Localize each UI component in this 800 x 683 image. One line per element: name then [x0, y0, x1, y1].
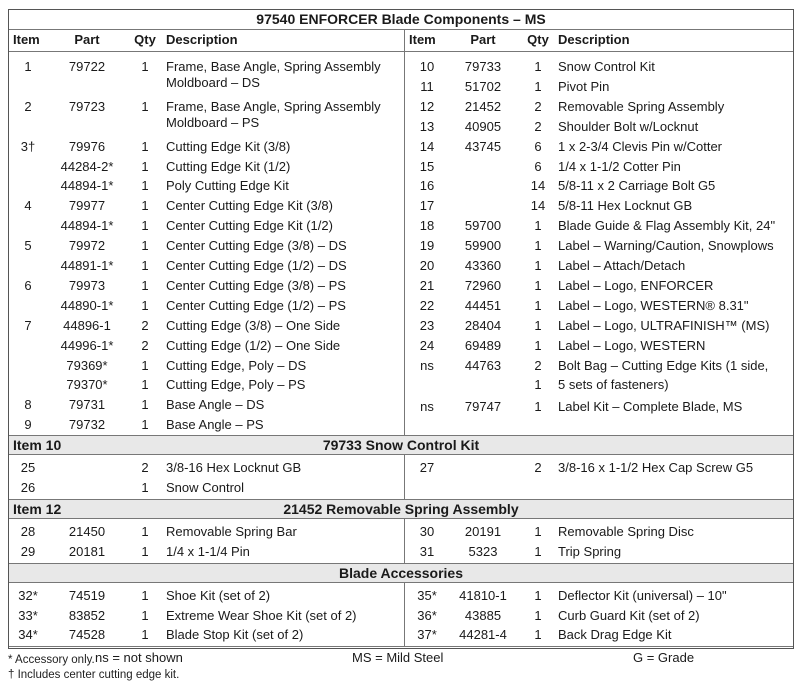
quantity: 1 [141, 607, 149, 623]
part-number: 43745 [464, 138, 502, 154]
item-number: 32* [18, 587, 38, 603]
quantity: 1 [534, 78, 542, 94]
quantity: 2 [141, 317, 149, 333]
description: 3/8-16 Hex Locknut GB [166, 460, 302, 475]
description: 5/8-11 Hex Locknut GB [558, 198, 693, 214]
column-header-qty: Qty [134, 32, 156, 47]
quantity: 1 [534, 627, 542, 643]
quantity: 1 [141, 297, 149, 313]
quantity: 2 [534, 357, 542, 373]
table-title: 97540 ENFORCER Blade Components – MS [9, 10, 793, 30]
quantity: 2 [141, 337, 149, 353]
item-number: 9 [24, 417, 32, 433]
quantity: 1 [534, 218, 542, 234]
description: Label – Logo, WESTERN [558, 337, 706, 353]
part-number: 40905 [464, 118, 502, 134]
section-title: 79733 Snow Control Kit [322, 437, 480, 453]
item-number: 6 [24, 277, 32, 293]
quantity: 1 [141, 397, 149, 413]
header-divider [9, 51, 793, 52]
quantity: 6 [534, 138, 542, 154]
description: Base Angle – PS [166, 417, 264, 433]
item-number: 16 [419, 178, 435, 194]
description: Center Cutting Edge (3/8) – DS [166, 238, 347, 254]
column-header-item: Item [13, 32, 40, 47]
part-number: 79747 [464, 399, 502, 415]
item-number: ns [420, 357, 434, 373]
quantity: 6 [534, 158, 542, 174]
part-number: 79973 [68, 277, 106, 293]
section-item-ref: Item 10 [13, 437, 62, 453]
part-number: 21450 [68, 523, 106, 539]
column-divider [404, 519, 405, 563]
section-header [9, 499, 793, 519]
column-header-description: Description [558, 32, 630, 47]
part-number: 5323 [468, 543, 498, 559]
quantity: 14 [530, 198, 546, 214]
description: Snow Control [166, 479, 245, 495]
part-number: 51702 [464, 78, 502, 94]
description: 3/8-16 x 1-1/2 Hex Cap Screw G5 [558, 460, 754, 475]
legend-g: G = Grade [633, 650, 695, 666]
part-number: 28404 [464, 317, 502, 333]
item-number: 7 [24, 317, 32, 333]
part-number: 79972 [68, 238, 106, 254]
description: Frame, Base Angle, Spring Assembly [166, 59, 381, 74]
column-divider [404, 455, 405, 499]
quantity: 1 [141, 277, 149, 293]
quantity: 1 [534, 337, 542, 353]
quantity: 1 [141, 198, 149, 214]
item-number: 23 [419, 317, 435, 333]
part-number: 21452 [464, 98, 502, 114]
column-header-part: Part [74, 32, 100, 47]
part-number: 59900 [464, 238, 502, 254]
description: Blade Guide & Flag Assembly Kit, 24" [558, 218, 776, 234]
item-number: 28 [20, 523, 36, 539]
description: Extreme Wear Shoe Kit (set of 2) [166, 607, 357, 623]
footnote: * Accessory only. [8, 654, 95, 666]
part-number: 79977 [68, 198, 106, 214]
description: Cutting Edge, Poly – PS [166, 377, 306, 393]
item-number: 2 [24, 98, 32, 114]
part-number: 74528 [68, 627, 106, 643]
description: Frame, Base Angle, Spring Assembly [166, 98, 381, 114]
quantity: 1 [141, 178, 149, 194]
part-number: 44894-1* [60, 218, 114, 234]
description: Snow Control Kit [558, 59, 655, 74]
description: Base Angle – DS [166, 397, 265, 413]
description: Label – Attach/Detach [558, 258, 686, 273]
quantity: 1 [534, 523, 542, 539]
part-number: 79722 [68, 59, 106, 74]
quantity: 1 [141, 59, 149, 74]
description: Bolt Bag – Cutting Edge Kits (1 side, [558, 357, 769, 373]
description: Label – Logo, ENFORCER [558, 277, 714, 293]
description: Label – Logo, WESTERN® 8.31" [558, 297, 749, 313]
item-number: 12 [419, 98, 435, 114]
quantity: 1 [534, 399, 542, 415]
item-number: 5 [24, 238, 32, 254]
part-number: 74519 [68, 587, 106, 603]
quantity: 1 [141, 523, 149, 539]
part-number: 43885 [464, 607, 502, 623]
part-number: 20191 [464, 523, 502, 539]
description: Cutting Edge Kit (1/2) [166, 158, 291, 174]
description: Cutting Edge (3/8) – One Side [166, 317, 341, 333]
part-number: 72960 [464, 277, 502, 293]
part-number: 44763 [464, 357, 502, 373]
quantity: 2 [534, 98, 542, 114]
item-number: 17 [419, 198, 435, 214]
quantity: 1 [141, 218, 149, 234]
section-item-ref: Item 12 [13, 500, 62, 517]
part-number: 44284-2* [60, 158, 114, 174]
description: Pivot Pin [558, 78, 610, 94]
part-number: 20181 [68, 543, 106, 559]
quantity: 1 [534, 317, 542, 333]
quantity: 1 [534, 587, 542, 603]
description-line-2: Moldboard – DS [166, 75, 260, 90]
part-number: 59700 [464, 218, 502, 234]
part-number: 44890-1* [60, 297, 114, 313]
item-number: 15 [419, 158, 435, 174]
item-number: 18 [419, 218, 435, 234]
quantity: 1 [141, 479, 149, 495]
quantity: 2 [141, 460, 149, 475]
quantity: 14 [530, 178, 546, 194]
part-number: 79370* [66, 377, 108, 393]
description: Center Cutting Edge (3/8) – PS [166, 277, 346, 293]
legend-ns: ns = not shown [95, 650, 183, 666]
quantity: 1 [141, 98, 149, 114]
item-number: 37* [417, 627, 437, 643]
part-number: 79976 [68, 138, 106, 154]
part-number: 79723 [68, 98, 106, 114]
column-header-description: Description [166, 32, 238, 47]
part-number: 79369* [66, 357, 108, 373]
item-number: 26 [20, 479, 36, 495]
quantity: 1 [141, 587, 149, 603]
description: Curb Guard Kit (set of 2) [558, 607, 700, 623]
description: Center Cutting Edge Kit (3/8) [166, 198, 333, 214]
part-number: 44896-1 [63, 317, 111, 333]
part-number: 79732 [68, 417, 106, 433]
quantity: 1 [534, 377, 542, 393]
item-number: 19 [419, 238, 435, 254]
description: Cutting Edge Kit (3/8) [166, 138, 291, 154]
description-line-2: Moldboard – PS [166, 114, 260, 130]
column-divider [404, 583, 405, 647]
quantity: 1 [141, 158, 149, 174]
description: 1/4 x 1-1/4 Pin [166, 543, 250, 559]
description: Label – Warning/Caution, Snowplows [558, 238, 774, 254]
item-number: 4 [24, 198, 32, 214]
column-header-part: Part [470, 32, 496, 47]
quantity: 1 [534, 59, 542, 74]
description: Removable Spring Disc [558, 523, 694, 539]
footnote: † Includes center cutting edge kit. [8, 669, 180, 681]
column-divider [404, 30, 405, 435]
description: 1 x 2-3/4 Clevis Pin w/Cotter [558, 138, 723, 154]
part-number: 41810-1 [459, 587, 507, 603]
description: 5 sets of fasteners) [558, 377, 669, 393]
item-number: 25 [20, 460, 36, 475]
item-number: 24 [419, 337, 435, 353]
item-number: 31 [419, 543, 435, 559]
item-number: 34* [18, 627, 38, 643]
section-title: Blade Accessories [339, 564, 463, 581]
item-number: 30 [419, 523, 435, 539]
column-header-item: Item [409, 32, 436, 47]
quantity: 2 [534, 118, 542, 134]
description: Cutting Edge (1/2) – One Side [166, 337, 341, 353]
description: 5/8-11 x 2 Carriage Bolt G5 [558, 178, 716, 194]
part-number: 44996-1* [60, 337, 114, 353]
legend-row [9, 646, 793, 668]
description: Poly Cutting Edge Kit [166, 178, 289, 194]
description: Blade Stop Kit (set of 2) [166, 627, 304, 643]
description: Removable Spring Bar [166, 523, 297, 539]
item-number: ns [420, 399, 434, 415]
description: Deflector Kit (universal) – 10" [558, 587, 727, 603]
description: Label Kit – Complete Blade, MS [558, 399, 743, 415]
item-number: 35* [417, 587, 437, 603]
item-number: 13 [419, 118, 435, 134]
item-number: 11 [420, 78, 434, 94]
quantity: 1 [141, 258, 149, 273]
description: 1/4 x 1-1/2 Cotter Pin [558, 158, 681, 174]
quantity: 1 [141, 138, 149, 154]
description: Cutting Edge, Poly – DS [166, 357, 307, 373]
description: Center Cutting Edge (1/2) – PS [166, 297, 346, 313]
quantity: 1 [141, 543, 149, 559]
item-number: 29 [20, 543, 36, 559]
description: Removable Spring Assembly [558, 98, 725, 114]
quantity: 1 [141, 377, 149, 393]
part-number: 79733 [464, 59, 502, 74]
description: Shoulder Bolt w/Locknut [558, 118, 699, 134]
description: Center Cutting Edge (1/2) – DS [166, 258, 347, 273]
quantity: 1 [141, 357, 149, 373]
part-number: 69489 [464, 337, 502, 353]
quantity: 2 [534, 460, 542, 475]
item-number: 21 [419, 277, 435, 293]
part-number: 44281-4 [459, 627, 507, 643]
item-number: 10 [419, 59, 435, 74]
description: Label – Logo, ULTRAFINISH™ (MS) [558, 317, 770, 333]
quantity: 1 [534, 297, 542, 313]
item-number: 14 [419, 138, 435, 154]
quantity: 1 [534, 277, 542, 293]
description: Back Drag Edge Kit [558, 627, 672, 643]
quantity: 1 [534, 258, 542, 273]
item-number: 27 [419, 460, 435, 475]
item-number: 36* [417, 607, 437, 623]
part-number: 44894-1* [60, 178, 114, 194]
item-number: 22 [419, 297, 435, 313]
part-number: 43360 [464, 258, 502, 273]
description: Center Cutting Edge Kit (1/2) [166, 218, 333, 234]
item-number: 33* [18, 607, 38, 623]
quantity: 1 [534, 543, 542, 559]
item-number: 3† [20, 138, 36, 154]
section-header [9, 563, 793, 583]
item-number: 1 [24, 59, 32, 74]
column-header-qty: Qty [527, 32, 549, 47]
quantity: 1 [141, 238, 149, 254]
legend-ms: MS = Mild Steel [352, 650, 444, 666]
quantity: 1 [141, 417, 149, 433]
section-header [9, 435, 793, 455]
part-number: 83852 [68, 607, 106, 623]
quantity: 1 [534, 238, 542, 254]
description: Shoe Kit (set of 2) [166, 587, 271, 603]
item-number: 8 [24, 397, 32, 413]
part-number: 44891-1* [60, 258, 114, 273]
part-number: 79731 [68, 397, 106, 413]
section-title: 21452 Removable Spring Assembly [283, 500, 519, 517]
part-number: 44451 [464, 297, 502, 313]
quantity: 1 [141, 627, 149, 643]
description: Trip Spring [558, 543, 622, 559]
item-number: 20 [419, 258, 435, 273]
quantity: 1 [534, 607, 542, 623]
